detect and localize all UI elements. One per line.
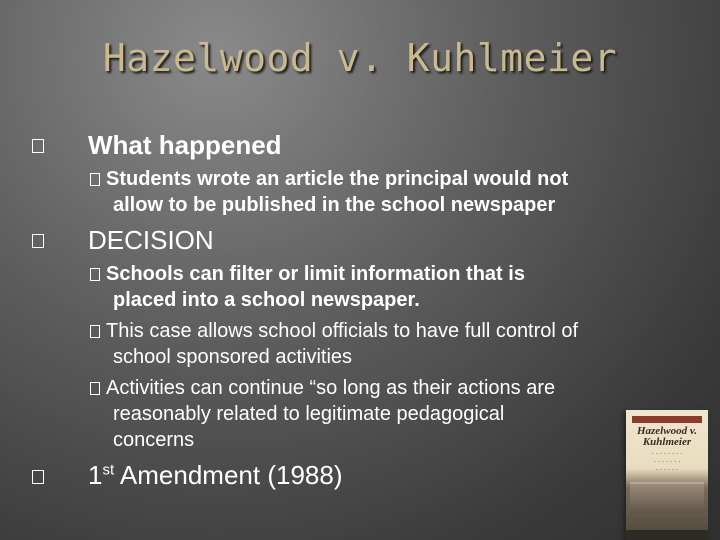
- sub-bullet-square-icon: [90, 325, 100, 338]
- sub-bullet-square-icon: [90, 173, 100, 186]
- sub-bullet-students: Students wrote an article the principal would not allow to be published in the school newspaper: [90, 166, 690, 218]
- sub-bullet-activities: Activities can continue “so long as their actions are reasonably related to legitimate pedagogical concerns: [90, 375, 690, 453]
- book-cover-footer: [626, 530, 708, 540]
- sub-bullet-square-icon: [90, 382, 100, 395]
- bullet-square-icon: [32, 470, 44, 484]
- book-cover-building: [630, 482, 704, 514]
- bullet-square-icon: [32, 234, 44, 248]
- sub-bullet-case: This case allows school officials to have full control of school sponsored activities: [90, 318, 690, 370]
- sub-bullet-square-icon: [90, 268, 100, 281]
- sub-bullet-schools: Schools can filter or limit information that is placed into a school newspaper.: [90, 261, 690, 313]
- book-cover-subtitle: · · · · · · · · · · · · · · · · · · · · ·: [651, 450, 683, 474]
- book-cover-image: [626, 410, 708, 540]
- bullet-decision: DECISION: [88, 225, 214, 255]
- bullet-first-amendment: 1st Amendment (1988): [88, 460, 343, 490]
- book-cover-band: [632, 416, 702, 423]
- bullet-square-icon: [32, 139, 44, 153]
- slide-title: Hazelwood v. Kuhlmeier: [102, 36, 618, 80]
- book-cover-title: Hazelwood v. Kuhlmeier: [636, 425, 698, 448]
- bullet-what-happened: What happened: [88, 130, 282, 160]
